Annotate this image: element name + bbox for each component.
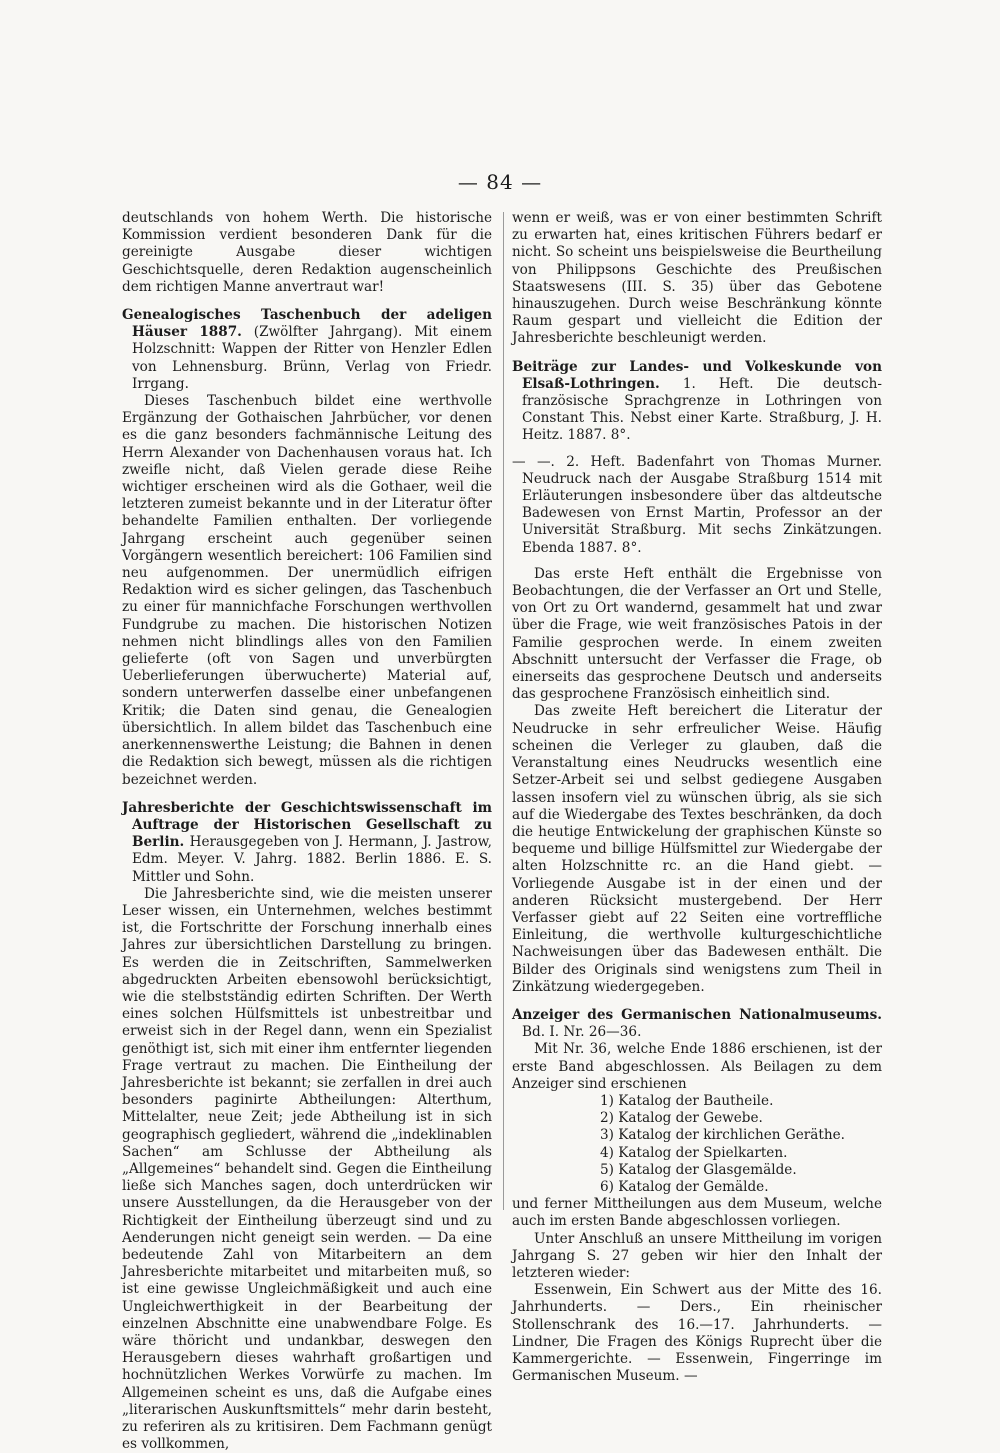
review-paragraph: Dieses Taschenbuch bildet eine werthvolle Ergänzung der Gothaischen Jahrbücher, vor denen es die ganz besonders fachmännische Leitung des Herrn Alexander von Dachenhausen voraus hat. Ich zweifle nicht, daß Vielen gerade diese Reihe wichtiger erscheinen wird als die Gothaer, weil die letzteren zumeist bekannte und in der Literatur öfter behandelte Familien enthalten. Der vorliegende Jahrgang erscheint auch gegenüber seinen Vorgängern wesentlich bereichert: 106 Familien sind neu aufgenommen. Der unermüdlich eifrigen Redaktion wird es sicher gelingen, das Taschenbuch zu einer für mannichfache Forschungen werthvollen Fundgrube zu machen. Die historischen Notizen nehmen nicht blindlings alles von den Familien gelieferte (oft von Sagen und unverbürgten Ueberlieferungen überwucherte) Material auf, sondern unterwerfen dasselbe einer unbefangenen Kritik; die Daten sind genau, die Genealogien übersichtlich. In allem bildet das Taschenbuch eine anerkennenswerthe Leistung; die Bahnen in denen die Redaktion sich bewegt, müssen als die richtigen bezeichnet werden. xyxy=(122,393,492,788)
contents-paragraph: Essenwein, Ein Schwert aus der Mitte des 16. Jahrhunderts. — Ders., Ein rheinischer Stollenschrank des 16.—17. Jahrhunderts. — Lindner, Die Fragen des Königs Ruprecht über die Kammergerichte. — Essenwein, Fingerringe im Germanischen Museum. — xyxy=(512,1282,882,1385)
entry-title: Jahresberichte der Geschichtswissenschaft im Auftrage der Historischen Gesellschaft zu Berlin. xyxy=(122,799,492,851)
review-paragraph: Die Jahresberichte sind, wie die meisten unserer Leser wissen, ein Unternehmen, welches bestimmt ist, die Fortschritte der Forschung innerhalb eines Jahres zur übersichtlichen Darstellung zu bringen. Es werden die in Zeitschriften, Sammelwerken abgedruckten Arbeiten ebensowohl berücksichtigt, wie die stelbstständig edirten Schriften. Der Werth eines solchen Hülfsmittels ist unbestreitbar und erweist sich in der Regel dann, wenn ein Spezialist genöthigt ist, sich mit einer ihm entfernter liegenden Frage vertraut zu machen. Die Eintheilung der Jahresberichte ist bekannt; sie zerfallen in drei auch besonders paginirte Abtheilungen: Alterthum, Mittelalter, neue Zeit; jede Abtheilung ist in sich geographisch gegliedert, während die „indeklinablen Sachen“ am Schlusse der Abtheilung als „Allgemeines“ behandelt sind. Gegen die Eintheilung ließe sich Manches sagen, doch unterdrücken wir unsere Ausstellungen, da die Herausgeber von der Richtigkeit der Eintheilung überzeugt sind und zu Aenderungen nicht geneigt sein werden. — Da eine bedeutende Zahl von Mitarbeitern an dem Jahresberichte mitarbeitet und mitarbeiten muß, so ist eine gewisse Ungleichmäßigkeit und auch eine Ungleichwerthigkeit in der Bearbeitung der einzelnen Abschnitte eine unabwendbare Folge. Es wäre thöricht und undankbar, deswegen den Herausgebern dieses wahrhaft großartigen und hochnützlichen Werkes Vorwürfe zu machen. Im Allgemeinen scheint es uns, daß die Aufgabe eines „literarischen Auskunftsmittels“ mehr darin besteht, zu referiren als zu kritisiren. Dem Fachmann genügt es vollkommen, xyxy=(122,885,492,1453)
list-item: 3) Katalog der kirchlichen Geräthe. xyxy=(600,1127,845,1144)
entry-meta: (Zwölfter Jahrgang). Mit einem Holzschnitt: Wappen der Ritter von Henzler Edlen von Lehnensburg. Brünn, Verlag von Friedr. Irrgang. xyxy=(132,324,492,392)
entry-title: Anzeiger des Germanischen Nationalmuseums. xyxy=(512,1006,882,1023)
catalog-list xyxy=(512,1093,882,1196)
review-paragraph: Das erste Heft enthält die Ergebnisse von Beobachtungen, die der Verfasser an Ort und Stelle, von Ort zu Ort wandernd, gesammelt hat und zwar über die Frage, wie weit französisches Patois in der Familie gesprochen werde. In einem zweiten Abschnitt untersucht der Verfasser die Frage, ob einerseits das gesprochene Deutsch und anderseits das gesprochene Französisch einheitlich sind. xyxy=(512,565,882,703)
entry-meta: Herausgegeben von J. Hermann, J. Jastrow, Edm. Meyer. V. Jahrg. 1882. Berlin 1886. E. S. Mittler und Sohn. xyxy=(132,834,492,885)
review-paragraph: Unter Anschluß an unsere Mittheilung im vorigen Jahrgang S. 27 geben wir hier den Inhalt der letzteren wieder: xyxy=(512,1230,882,1281)
entry-title: Genealogisches Taschenbuch der adeligen Häuser 1887. xyxy=(122,307,492,341)
page-number: — 84 — xyxy=(457,170,543,194)
list-item: 2) Katalog der Gewebe. xyxy=(600,1110,763,1127)
review-paragraph: Mit Nr. 36, welche Ende 1886 erschienen, ist der erste Band abgeschlossen. Als Beilagen zu dem Anzeiger sind erschienen xyxy=(512,1041,882,1092)
review-paragraph: Das zweite Heft bereichert die Literatur der Neudrucke in sehr erfreulicher Weise. Häufig scheinen die Verleger zu glauben, daß die Veranstaltung eines Neudrucks wesentlich eine Setzer-Arbeit sei und selbst gediegene Ausgaben lassen insofern viel zu wünschen übrig, als sie sich auf die Wiedergabe des Textes beschränken, da doch die heutige Entwickelung der graphischen Künste so bequeme und billige Hülfsmittel zur Wiedergabe der alten Holzschnitte rc. an die Hand giebt. — Vorliegende Ausgabe ist in der einen und der anderen Rücksicht mustergebend. Der Herr Verfasser giebt auf 22 Seiten eine vortreffliche Einleitung, die werthvolle kulturgeschichtliche Nachweisungen über das Badewesen enthält. Die Bilder des Originals sind wenigstens zum Theil in Zinkätzung wiedergegeben. xyxy=(512,703,882,995)
continued-paragraph: wenn er weiß, was er von einer bestimmten Schrift zu erwarten hat, eines kritischen Führers bedarf er nicht. So scheint uns beispielsweise die Beurtheilung von Philippsons Geschichte des Preußischen Staatswesens (III. S. 35) über das Gebotene hinauszugehen. Durch weise Beschränkung könnte Raum gespart und vielleicht die Edition der Jahresberichte beschleunigt werden. xyxy=(512,210,882,347)
review-paragraph: und ferner Mittheilungen aus dem Museum, welche auch im ersten Bande abgeschlossen vorliegen. xyxy=(512,1196,882,1230)
entry-badenfahrt: — —. 2. Heft. Badenfahrt von Thomas Murner. Neudruck nach der Ausgabe Straßburg 1514 mit Erläuterungen insbesondere über das altdeutsche Badewesen von Ernst Martin, Professor an der Universität Straßburg. Mit sechs Zinkätzungen. Ebenda 1887. 8°. xyxy=(512,453,882,556)
column-divider xyxy=(503,212,504,1210)
list-item: 5) Katalog der Glasgemälde. xyxy=(600,1161,797,1178)
entry-meta: Bd. I. Nr. 26—36. xyxy=(522,1024,642,1041)
entry-title: Beiträge zur Landes- und Volkeskunde von Elsaß-Lothringen. xyxy=(512,358,882,392)
entry-anzeiger-germanisches-nationalmuseum xyxy=(512,1007,882,1041)
entry-jahresberichte xyxy=(122,800,492,886)
left-column xyxy=(122,210,492,1453)
entry-beitraege-elsass-lothringen xyxy=(512,359,882,445)
right-column xyxy=(512,210,882,1385)
entry-genealogisches-taschenbuch xyxy=(122,307,492,393)
list-item: 1) Katalog der Bautheile. xyxy=(600,1092,774,1109)
left-intro-paragraph: deutschlands von hohem Werth. Die historische Kommission verdient besonderen Dank für die gereinigte Ausgabe dieser wichtigen Geschichtsquelle, deren Redaktion augenscheinlich dem richtigen Manne anvertraut war! xyxy=(122,210,492,295)
list-item: 4) Katalog der Spielkarten. xyxy=(600,1144,788,1161)
entry-meta: 1. Heft. Die deutsch-französische Sprachgrenze in Lothringen von Constant This. Nebst einer Karte. Straßburg, J. H. Heitz. 1887. 8°. xyxy=(522,375,883,444)
list-item: 6) Katalog der Gemälde. xyxy=(600,1178,769,1195)
